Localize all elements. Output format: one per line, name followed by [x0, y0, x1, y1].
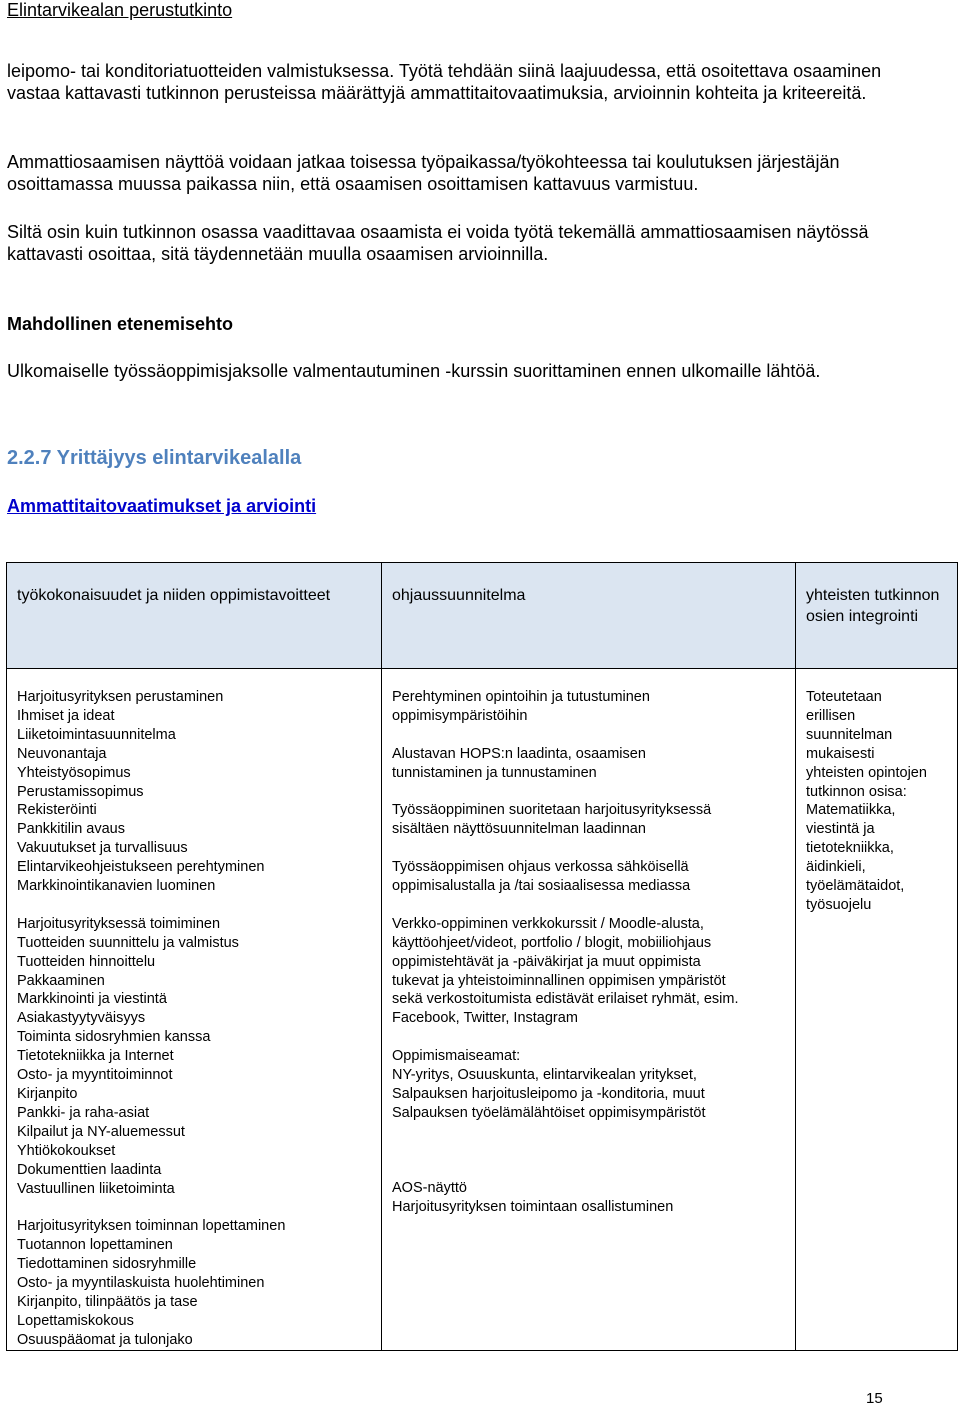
- list-item: Verkko-oppiminen verkkokurssit / Moodle-alusta,: [392, 915, 704, 932]
- paragraph-supplement: Siltä osin kuin tutkinnon osassa vaadittavaa osaamista ei voida työtä tekemällä ammattiosaamisen näytössä kattavasti osoittaa, sitä täydennetään muulla osaamisen arvioinnilla.: [7, 222, 869, 264]
- list-item: Harjoitusyrityksessä toimiminen: [17, 915, 221, 932]
- list-item: työelämätaidot,: [806, 878, 905, 895]
- list-item: Tietotekniikka ja Internet: [17, 1048, 174, 1065]
- list-item: tunnistaminen ja tunnustaminen: [392, 764, 597, 781]
- list-item: Perehtyminen opintoihin ja tutustuminen: [392, 689, 650, 705]
- list-item: äidinkieli,: [806, 859, 866, 876]
- list-item: Toteutetaan: [806, 689, 882, 705]
- body-cell-work: [7, 669, 382, 1351]
- spacer: [392, 839, 785, 858]
- list-item: Dokumenttien laadinta: [17, 1161, 162, 1178]
- list-item: Vastuullinen liiketoiminta: [17, 1180, 175, 1197]
- list-item: Työssäoppiminen suoritetaan harjoitusyrityksessä: [392, 802, 712, 819]
- page-number: 15: [866, 1390, 883, 1407]
- list-item: Harjoitusyrityksen toimintaan osallistuminen: [392, 1199, 674, 1216]
- list-item: Työssäoppimisen ohjaus verkossa sähköisellä: [392, 859, 689, 876]
- list-item: työsuojelu: [806, 896, 872, 913]
- spacer: [392, 726, 785, 745]
- subsection-link[interactable]: Ammattitaitovaatimukset ja arviointi: [7, 496, 317, 516]
- list-item: Kilpailut ja NY-aluemessut: [17, 1123, 185, 1140]
- list-item: Perustamissopimus: [17, 783, 144, 800]
- list-item: Alustavan HOPS:n laadinta, osaamisen: [392, 745, 646, 762]
- header-cell-integration: yhteisten tutkinnon osien integrointi: [796, 563, 958, 669]
- list-item: sekä verkostoitumista edistävät erilaiset ryhmät, esim.: [392, 991, 739, 1008]
- list-item: Lopettamiskokous: [17, 1312, 134, 1329]
- spacer: [17, 896, 371, 915]
- list-item: Neuvonantaja: [17, 745, 107, 762]
- list-item: Osuuspääomat ja tulonjako: [17, 1331, 193, 1348]
- list-item: Markkinointikanavien luominen: [17, 878, 216, 895]
- list-item: Oppimismaiseamat:: [392, 1048, 521, 1065]
- list-item: Yhtiökokoukset: [17, 1142, 116, 1159]
- list-item: Salpauksen työelämälähtöiset oppimisympäristöt: [392, 1104, 706, 1121]
- list-item: Harjoitusyrityksen perustaminen: [17, 689, 224, 705]
- header-cell-work: työkokonaisuudet ja niiden oppimistavoitteet: [7, 563, 382, 669]
- table-header-row: [7, 563, 958, 669]
- list-item: Facebook, Twitter, Instagram: [392, 1010, 578, 1027]
- spacer: [392, 1028, 785, 1047]
- list-item: Elintarvikeohjeistukseen perehtyminen: [17, 859, 265, 876]
- list-item: Ihmiset ja ideat: [17, 707, 115, 724]
- list-item: käyttöohjeet/videot, portfolio / blogit, mobiiliohjaus: [392, 934, 712, 951]
- spacer: [392, 783, 785, 802]
- list-item: yhteisten opintojen: [806, 764, 927, 781]
- requirements-table: [6, 562, 958, 1351]
- list-item: Liiketoimintasuunnitelma: [17, 726, 176, 743]
- list-item: erillisen: [806, 707, 856, 724]
- list-item: mukaisesti: [806, 745, 875, 762]
- list-item: sisältäen näyttösuunnitelman laadinnan: [392, 821, 646, 838]
- body-cell-guidance: [382, 669, 796, 1351]
- spacer: [392, 1142, 785, 1161]
- spacer: [392, 1123, 785, 1142]
- list-item: viestintä ja: [806, 821, 875, 838]
- document-header: Elintarvikealan perustutkinto: [7, 0, 233, 20]
- list-item: Asiakastyytyväisyys: [17, 1010, 146, 1027]
- list-item: Matematiikka,: [806, 802, 896, 819]
- list-item: Pakkaaminen: [17, 972, 105, 989]
- list-item: Vakuutukset ja turvallisuus: [17, 840, 188, 857]
- list-item: tukevat ja yhteistoiminnallinen oppimisen ympäristöt: [392, 972, 726, 989]
- list-item: Pankki- ja raha-asiat: [17, 1104, 150, 1121]
- heading-condition: Mahdollinen etenemisehto: [7, 314, 234, 334]
- table-body-row: [7, 669, 958, 1351]
- spacer: [392, 896, 785, 915]
- list-item: Tuotannon lopettaminen: [17, 1237, 173, 1254]
- list-item: Pankkitilin avaus: [17, 821, 125, 838]
- list-item: oppimisympäristöihin: [392, 707, 528, 724]
- list-item: Yhteistyösopimus: [17, 764, 131, 781]
- paragraph-condition: Ulkomaiselle työssäoppimisjaksolle valmentautuminen -kurssin suorittaminen ennen ulkomaille lähtöä.: [7, 361, 821, 381]
- list-item: Kirjanpito, tilinpäätös ja tase: [17, 1293, 198, 1310]
- section-heading: 2.2.7 Yrittäjyys elintarvikealalla: [7, 447, 302, 469]
- list-item: tutkinnon osisa:: [806, 783, 907, 800]
- list-item: oppimisalustalla ja /tai sosiaalisessa mediassa: [392, 878, 691, 895]
- list-item: Osto- ja myyntitoiminnot: [17, 1067, 173, 1084]
- list-item: Salpauksen harjoitusleipomo ja -konditoria, muut: [392, 1085, 705, 1102]
- header-cell-guidance: ohjaussuunnitelma: [382, 563, 796, 669]
- paragraph-continuation: Ammattiosaamisen näyttöä voidaan jatkaa toisessa työpaikassa/työkohteessa tai koulutuksen järjestäjän osoittamassa muussa paikassa niin, että osaamisen osoittamisen kattavuus varmistuu.: [7, 152, 840, 194]
- list-item: Toiminta sidosryhmien kanssa: [17, 1029, 211, 1046]
- list-item: Markkinointi ja viestintä: [17, 991, 167, 1008]
- list-item: suunnitelman: [806, 726, 893, 743]
- paragraph-intro: leipomo- tai konditoriatuotteiden valmistuksessa. Työtä tehdään siinä laajuudessa, että osoitettava osaaminen vastaa kattavasti tutkinnon perusteissa määrättyjä ammattitaitovaatimuksia, arvioinnin kohteita ja kriteereitä.: [7, 61, 882, 103]
- list-item: NY-yritys, Osuuskunta, elintarvikealan yritykset,: [392, 1067, 697, 1084]
- body-cell-integration: [796, 669, 958, 1351]
- list-item: oppimistehtävät ja -päiväkirjat ja muut oppimista: [392, 953, 701, 970]
- list-item: Tuotteiden hinnoittelu: [17, 953, 156, 970]
- spacer: [17, 1198, 371, 1217]
- list-item: tietotekniikka,: [806, 840, 894, 857]
- list-item: Osto- ja myyntilaskuista huolehtiminen: [17, 1275, 265, 1292]
- spacer: [392, 1161, 785, 1180]
- list-item: Tiedottaminen sidosryhmille: [17, 1256, 197, 1273]
- list-item: Rekisteröinti: [17, 802, 97, 819]
- list-item: Kirjanpito: [17, 1086, 78, 1103]
- list-item: AOS-näyttö: [392, 1180, 467, 1197]
- list-item: Tuotteiden suunnittelu ja valmistus: [17, 934, 239, 951]
- list-item: Harjoitusyrityksen toiminnan lopettaminen: [17, 1218, 286, 1235]
